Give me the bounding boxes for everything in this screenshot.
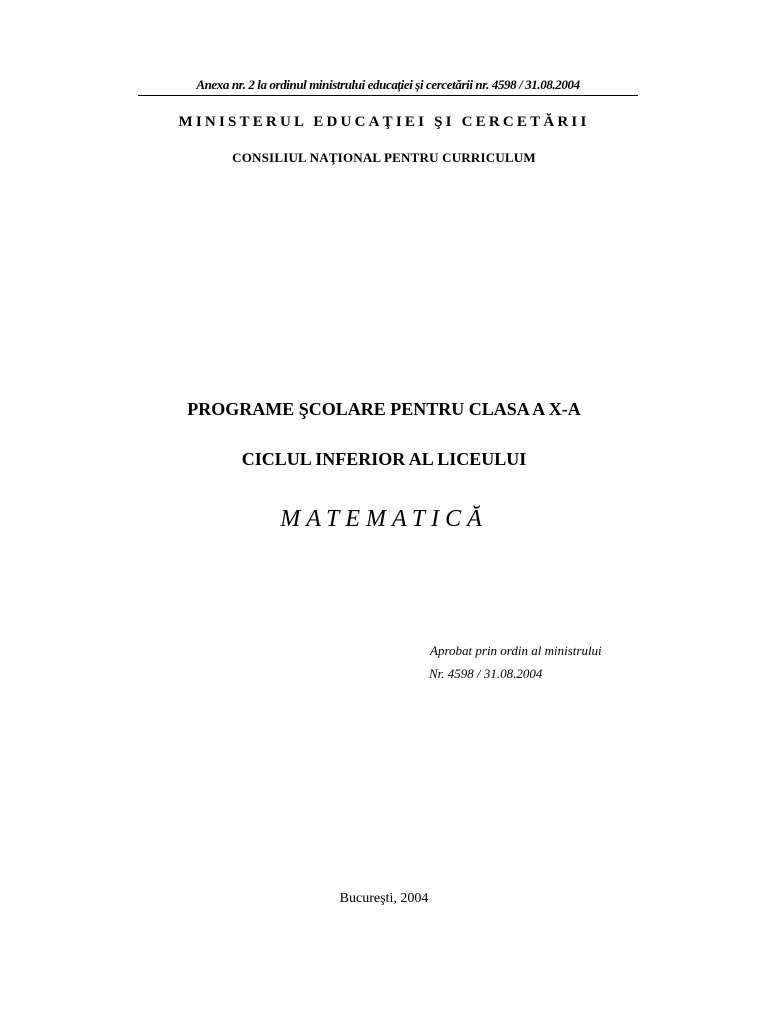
subject-title: MATEMATICĂ <box>280 506 488 532</box>
council-title: CONSILIUL NAŢIONAL PENTRU CURRICULUM <box>232 150 536 165</box>
approval-line: Aprobat prin ordin al ministrului <box>430 643 602 658</box>
approval-number: Nr. 4598 / 31.08.2004 <box>429 666 543 681</box>
programs-title: PROGRAME ŞCOLARE PENTRU CLASA A X-A <box>187 399 581 419</box>
place-year: Bucureşti, 2004 <box>339 891 429 906</box>
annex-header: Anexa nr. 2 la ordinul ministrului educaţiei şi cercetării nr. 4598 / 31.08.2004 <box>138 77 638 96</box>
cycle-title: CICLUL INFERIOR AL LICEULUI <box>241 449 527 469</box>
ministry-title: MINISTERUL EDUCAŢIEI ŞI CERCETĂRII <box>178 114 590 130</box>
